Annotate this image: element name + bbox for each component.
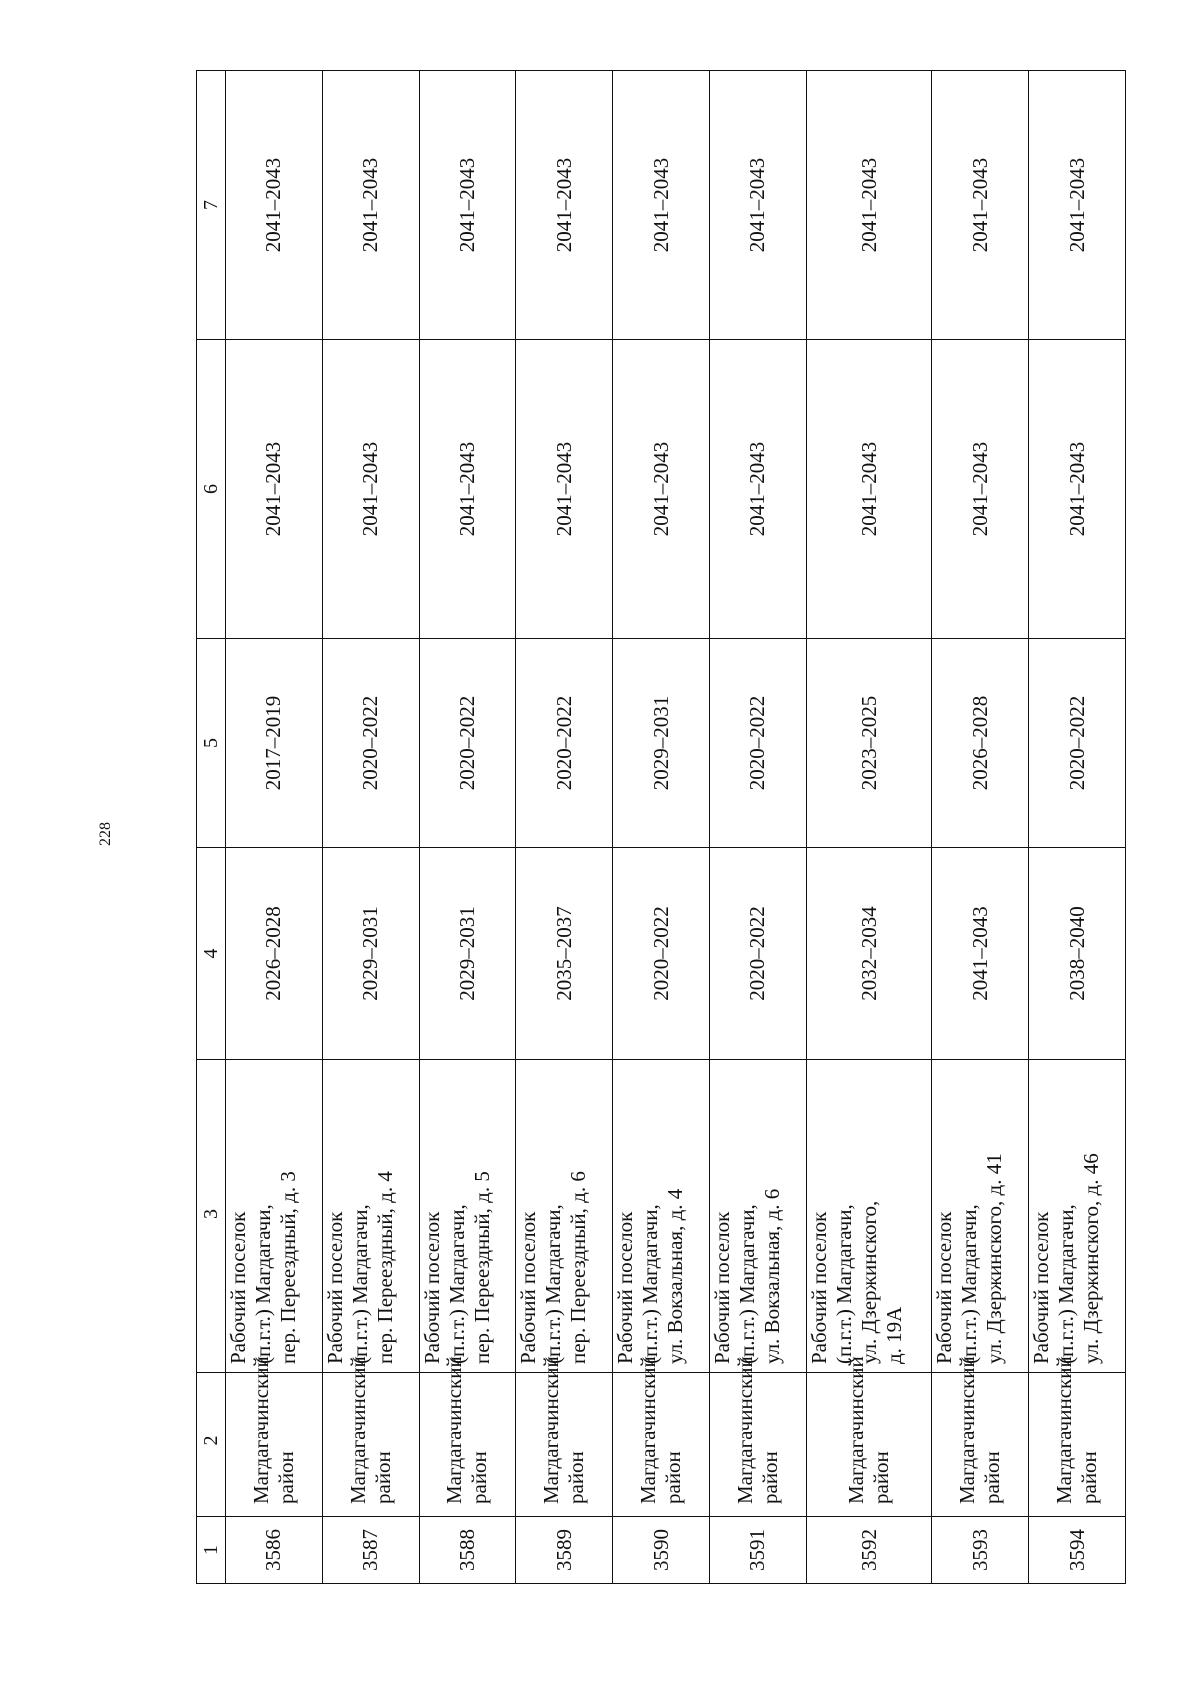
row-number: 3591 — [709, 1517, 806, 1584]
period-cell-6: 2041–2043 — [322, 340, 419, 639]
address-cell — [806, 1060, 932, 1373]
address-cell — [516, 1060, 613, 1373]
period-cell-4: 2029–2031 — [322, 848, 419, 1060]
period-cell-5: 2026–2028 — [932, 639, 1029, 848]
address-line: пер. Переездный, д. 5 — [469, 1171, 494, 1364]
table-row — [516, 71, 613, 1584]
page-number: 228 — [97, 822, 114, 846]
address-line: д. 19А — [881, 1306, 906, 1364]
row-number: 3589 — [516, 1517, 613, 1584]
address-line: (п.г.т.) Магдагачи, — [444, 1204, 469, 1364]
period-cell-5: 2029–2031 — [613, 639, 710, 848]
period-cell-7: 2041–2043 — [806, 71, 932, 340]
address-cell — [932, 1060, 1029, 1373]
address-cell — [1029, 1060, 1126, 1373]
period-cell-5: 2023–2025 — [806, 639, 932, 848]
header-row — [197, 71, 226, 1584]
address-line: ул. Дзержинского, — [856, 1200, 881, 1364]
period-cell-4: 2032–2034 — [806, 848, 932, 1060]
address-cell — [322, 1060, 419, 1373]
column-header: 4 — [197, 848, 226, 1060]
schedule-table — [196, 70, 1126, 1584]
period-cell-6: 2041–2043 — [226, 340, 323, 639]
table-row — [419, 71, 516, 1584]
period-cell-6: 2041–2043 — [419, 340, 516, 639]
period-cell-7: 2041–2043 — [613, 71, 710, 340]
address-cell — [226, 1060, 323, 1373]
address-line: пер. Переездный, д. 3 — [276, 1171, 300, 1364]
period-cell-5: 2020–2022 — [419, 639, 516, 848]
address-cell — [613, 1060, 710, 1373]
period-cell-6: 2041–2043 — [709, 340, 806, 639]
period-cell-4: 2020–2022 — [709, 848, 806, 1060]
row-number: 3593 — [932, 1517, 1029, 1584]
period-cell-5: 2017–2019 — [226, 639, 323, 848]
row-number: 3588 — [419, 1517, 516, 1584]
address-line: (п.г.т.) Магдагачи, — [1054, 1204, 1079, 1364]
period-cell-4: 2041–2043 — [932, 848, 1029, 1060]
address-line: Рабочий поселок — [322, 1211, 347, 1364]
address-line: ул. Дзержинского, д. 41 — [982, 1153, 1007, 1364]
table-row — [932, 71, 1029, 1584]
address-line: Рабочий поселок — [1029, 1211, 1054, 1364]
address-cell — [709, 1060, 806, 1373]
address-line: Рабочий поселок — [613, 1211, 638, 1364]
address-line: (п.г.т.) Магдагачи, — [734, 1204, 759, 1364]
period-cell-6: 2041–2043 — [806, 340, 932, 639]
row-number: 3590 — [613, 1517, 710, 1584]
address-line: (п.г.т.) Магдагачи, — [638, 1204, 663, 1364]
row-number: 3594 — [1029, 1517, 1126, 1584]
address-line: ул. Дзержинского, д. 46 — [1079, 1153, 1104, 1364]
address-line: ул. Вокзальная, д. 6 — [759, 1188, 784, 1364]
address-line: (п.г.т.) Магдагачи, — [541, 1204, 566, 1364]
table-row — [613, 71, 710, 1584]
address-line: Рабочий поселок — [419, 1211, 444, 1364]
address-line: пер. Переездный, д. 6 — [566, 1171, 591, 1364]
period-cell-6: 2041–2043 — [1029, 340, 1126, 639]
period-cell-7: 2041–2043 — [709, 71, 806, 340]
period-cell-4: 2038–2040 — [1029, 848, 1126, 1060]
address-line: (п.г.т.) Магдагачи, — [251, 1204, 275, 1364]
period-cell-4: 2026–2028 — [226, 848, 323, 1060]
district-cell: Магдагачинский район — [932, 1373, 1029, 1517]
column-header: 5 — [197, 639, 226, 848]
period-cell-5: 2020–2022 — [322, 639, 419, 848]
column-header: 7 — [197, 71, 226, 340]
address-line: Рабочий поселок — [932, 1211, 957, 1364]
period-cell-6: 2041–2043 — [516, 340, 613, 639]
address-line: Рабочий поселок — [516, 1211, 541, 1364]
period-cell-6: 2041–2043 — [613, 340, 710, 639]
period-cell-7: 2041–2043 — [419, 71, 516, 340]
address-line: (п.г.т.) Магдагачи, — [347, 1204, 372, 1364]
table-body — [226, 71, 1126, 1584]
column-header: 2 — [197, 1373, 226, 1517]
period-cell-4: 2020–2022 — [613, 848, 710, 1060]
district-cell: Магдагачинский район — [322, 1373, 419, 1517]
address-line: (п.г.т.) Магдагачи, — [831, 1204, 856, 1364]
period-cell-5: 2020–2022 — [709, 639, 806, 848]
period-cell-4: 2035–2037 — [516, 848, 613, 1060]
period-cell-7: 2041–2043 — [516, 71, 613, 340]
district-cell: Магдагачинский район — [709, 1373, 806, 1517]
period-cell-6: 2041–2043 — [932, 340, 1029, 639]
row-number: 3587 — [322, 1517, 419, 1584]
address-line: ул. Вокзальная, д. 4 — [663, 1188, 688, 1364]
table-row — [1029, 71, 1126, 1584]
address-line: Рабочий поселок — [806, 1211, 831, 1364]
district-cell: Магдагачинский район — [1029, 1373, 1126, 1517]
column-header: 1 — [197, 1517, 226, 1584]
district-cell: Магдагачинский район — [613, 1373, 710, 1517]
period-cell-7: 2041–2043 — [1029, 71, 1126, 340]
column-header: 3 — [197, 1060, 226, 1373]
table-row — [806, 71, 932, 1584]
period-cell-5: 2020–2022 — [1029, 639, 1126, 848]
column-header: 6 — [197, 340, 226, 639]
address-cell — [419, 1060, 516, 1373]
district-cell: Магдагачинский район — [226, 1373, 323, 1517]
table-container — [196, 146, 1126, 1584]
table-row — [322, 71, 419, 1584]
period-cell-5: 2020–2022 — [516, 639, 613, 848]
table-row — [709, 71, 806, 1584]
row-number: 3586 — [226, 1517, 323, 1584]
district-cell: Магдагачинский район — [419, 1373, 516, 1517]
row-number: 3592 — [806, 1517, 932, 1584]
address-line: Рабочий поселок — [709, 1211, 734, 1364]
period-cell-7: 2041–2043 — [322, 71, 419, 340]
period-cell-4: 2029–2031 — [419, 848, 516, 1060]
address-line: пер. Переездный, д. 4 — [372, 1171, 397, 1364]
period-cell-7: 2041–2043 — [932, 71, 1029, 340]
address-line: Рабочий поселок — [226, 1211, 250, 1364]
district-cell: Магдагачинский район — [516, 1373, 613, 1517]
address-line: (п.г.т.) Магдагачи, — [957, 1204, 982, 1364]
district-cell: Магдагачинский район — [806, 1373, 932, 1517]
period-cell-7: 2041–2043 — [226, 71, 323, 340]
table-row — [226, 71, 323, 1584]
